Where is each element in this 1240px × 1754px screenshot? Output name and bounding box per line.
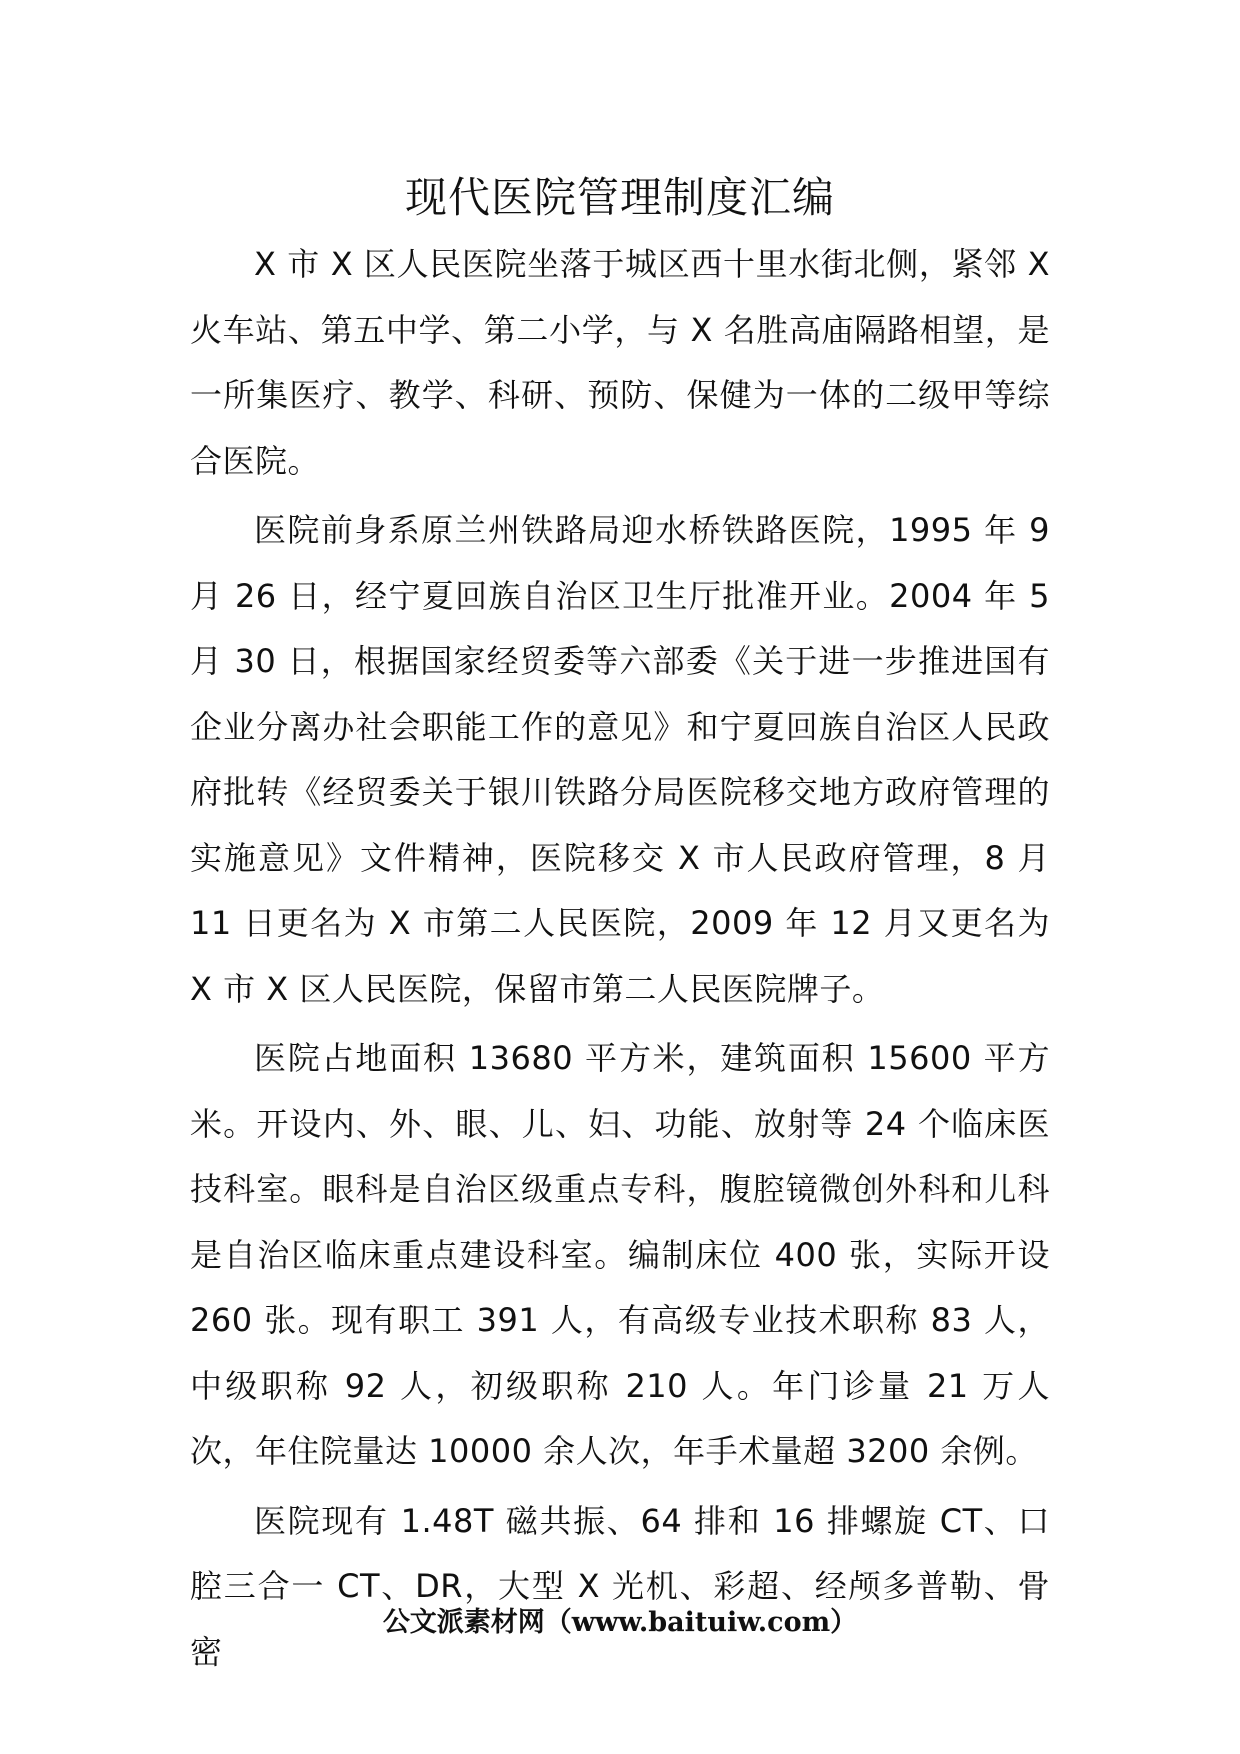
paragraph-hospital-scale: 医院占地面积 13680 平方米，建筑面积 15600 平方米。开设内、外、眼、儿、妇、功能、放射等 24 个临床医技科室。眼科是自治区级重点专科，腹腔镜微创外科和儿科是自治区临床重点建设科室。编制床位 400 张，实际开设 260 张。现有职工 391 人，有高级专业技术职称 83 人，中级职称 92 人，初级职称 210 人。年门诊量 21 万人次，年住院量达 10000 余人次，年手术量超 3200 余例。	[190, 1039, 1050, 1470]
paragraph-hospital-equipment: 医院现有 1.48T 磁共振、64 排和 16 排螺旋 CT、口腔三合一 CT、DR，大型 X 光机、彩超、经颅多普勒、骨密	[190, 1501, 1050, 1671]
paragraph-hospital-overview: X 市 X 区人民医院坐落于城区西十里水街北侧，紧邻 X 火车站、第五中学、第二小学，与 X 名胜高庙隔路相望，是一所集医疗、教学、科研、预防、保健为一体的二级甲等综合医院。	[190, 245, 1050, 480]
footer-watermark: 公文派素材网（www.baituiw.com）	[382, 1607, 858, 1638]
paragraph-hospital-history: 医院前身系原兰州铁路局迎水桥铁路医院，1995 年 9 月 26 日，经宁夏回族自治区卫生厅批准开业。2004 年 5 月 30 日，根据国家经贸委等六部委《关于进一步推进国有企业分离办社会职能工作的意见》和宁夏回族自治区人民政府批转《经贸委关于银川铁路分局医院移交地方政府管理的实施意见》文件精神，医院移交 X 市人民政府管理，8 月 11 日更名为 X 市第二人民医院，2009 年 12 月又更名为 X 市 X 区人民医院，保留市第二人民医院牌子。	[190, 511, 1050, 1008]
document-title: 现代医院管理制度汇编	[404, 173, 835, 222]
document-body	[190, 232, 1050, 1689]
